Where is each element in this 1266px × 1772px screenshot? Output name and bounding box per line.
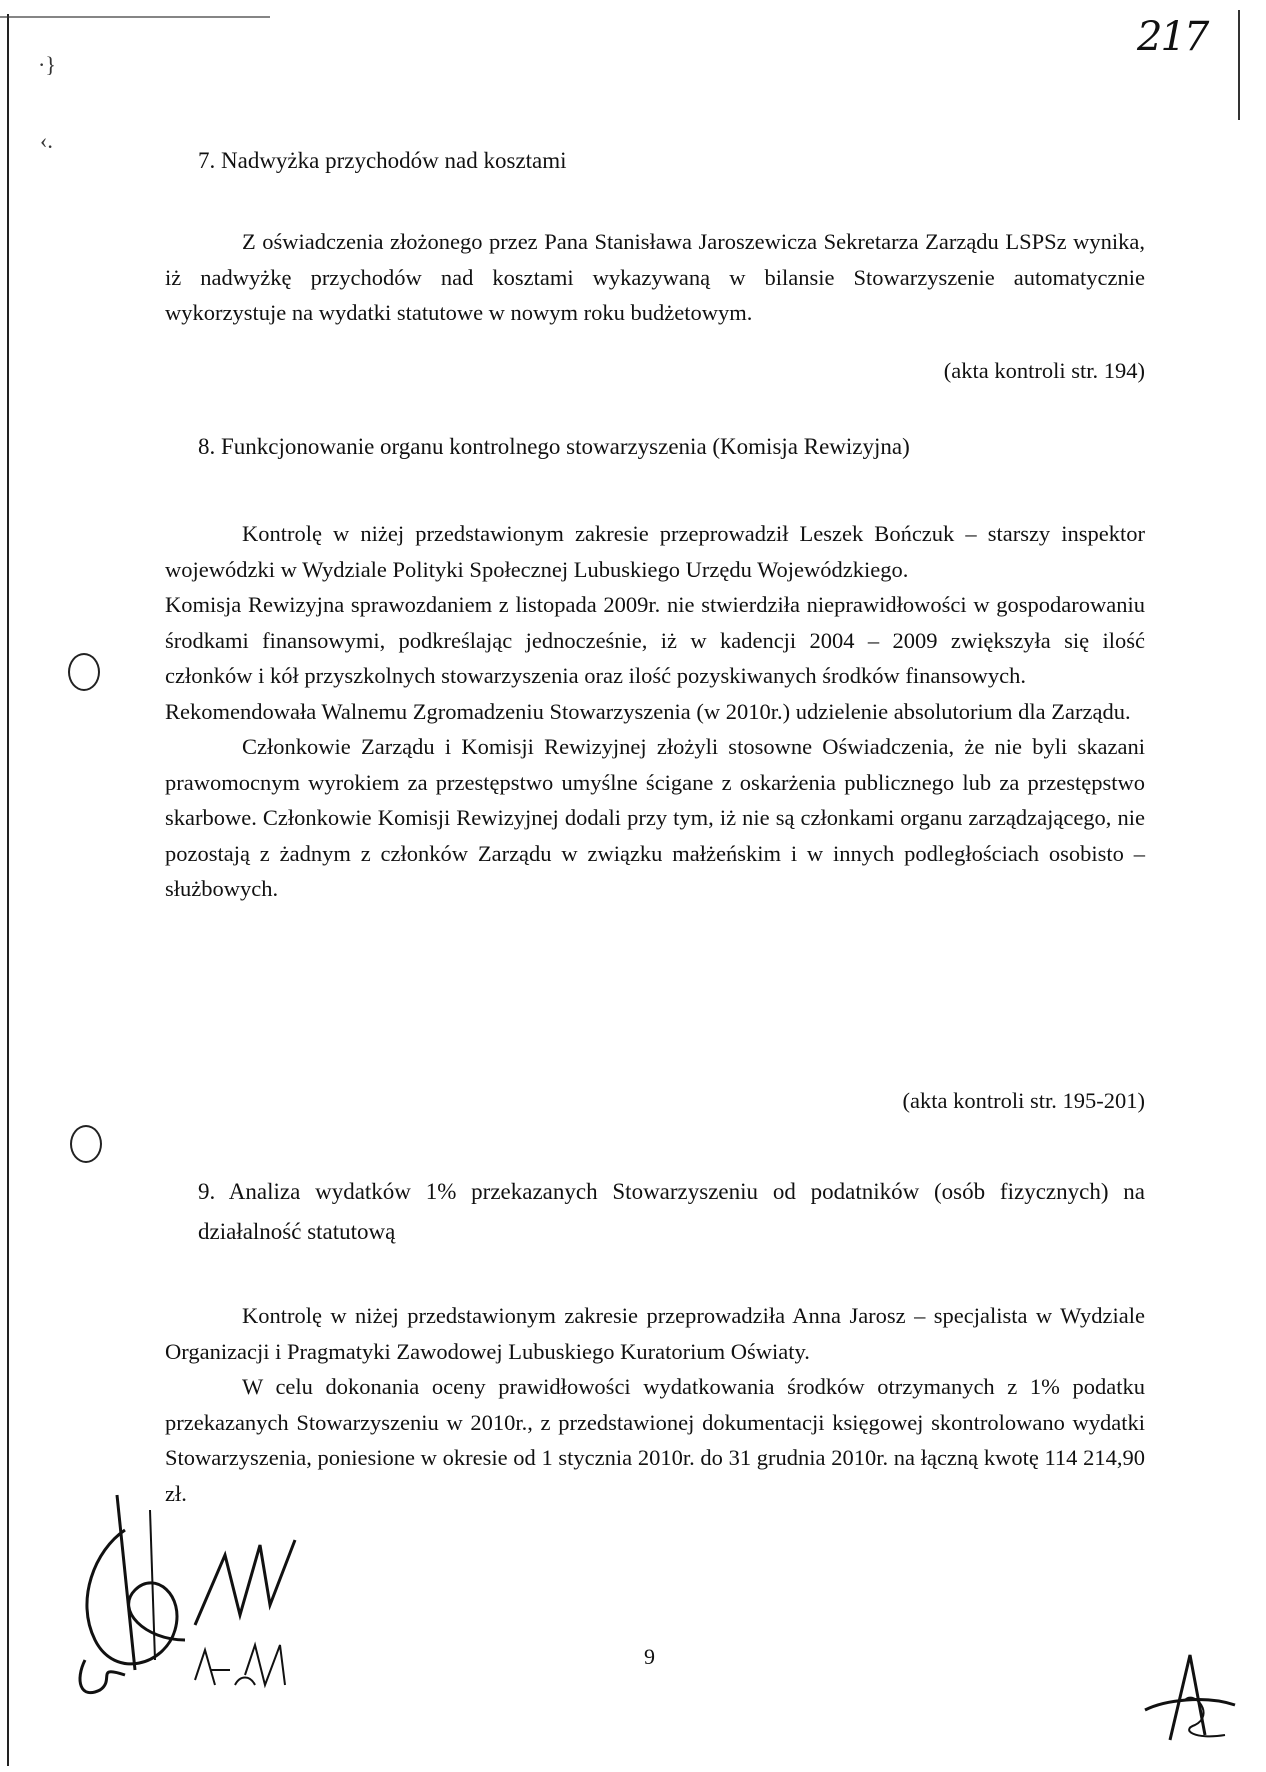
scan-speck: ·} [38, 52, 56, 77]
scan-speck: ‹. [40, 128, 53, 153]
section-8-body [165, 516, 1145, 907]
paragraph: Komisja Rewizyjna sprawozdaniem z listopada 2009r. nie stwierdziła nieprawidłowości w gospodarowaniu środkami finansowymi, podkreślając jednocześnie, iż w kadencji 2004 – 2009 zwiększyła się ilość członków i kół przyszkolnych stowarzyszenia oraz ilość pozyskiwanych środków finansowych. [165, 592, 1145, 688]
section-9-body [165, 1298, 1145, 1511]
section-heading-9: 9. Analiza wydatków 1% przekazanych Stowarzyszeniu od podatników (osób fizycznych) na działalność statutową [198, 1179, 1145, 1244]
handwritten-initials [185, 1535, 315, 1715]
footer-page-number: 9 [644, 1644, 655, 1669]
page-border-left [7, 14, 9, 1766]
paragraph: Kontrolę w niżej przedstawionym zakresie przeprowadził Leszek Bończuk – starszy inspektor wojewódzki w Wydziale Polityki Społecznej Lubuskiego Urzędu Wojewódzkiego. [165, 521, 1145, 582]
paragraph: Z oświadczenia złożonego przez Pana Stanisława Jaroszewicza Sekretarza Zarządu LSPSz wynika, iż nadwyżkę przychodów nad kosztami wykazywaną w bilansie Stowarzyszenie automatycznie wykorzystuje na wydatki statutowe w nowym roku budżetowym. [165, 229, 1145, 325]
reference-note: (akta kontroli str. 195-201) [902, 1088, 1145, 1113]
paragraph: Członkowie Zarządu i Komisji Rewizyjnej złożyli stosowne Oświadczenia, że nie byli skazani prawomocnym wyrokiem za przestępstwo umyślne ścigane z oskarżenia publicznego lub za przestępstwo skarbowe. Członkowie Komisji Rewizyjnej dodali przy tym, iż nie są członkami organu zarządzającego, nie pozostają z żadnym z członków Zarządu w związku małżeńskim i w innych podległościach osobisto – służbowych. [165, 734, 1145, 901]
reference-note: (akta kontroli str. 194) [943, 358, 1145, 383]
paragraph: W celu dokonania oceny prawidłowości wydatkowania środków otrzymanych z 1% podatku przekazanych Stowarzyszeniu w 2010r., z przedstawionej dokumentacji księgowej skontrolowano wydatki Stowarzyszenia, poniesione w okresie od 1 stycznia 2010r. do 31 grudnia 2010r. na łączną kwotę 114 214,90 zł. [165, 1374, 1145, 1506]
punch-hole [68, 653, 100, 691]
page-border-top [0, 16, 270, 18]
section-7-paragraph [165, 224, 1145, 331]
handwritten-page-number: 217 [1137, 14, 1208, 60]
section-heading-7: 7. Nadwyżka przychodów nad kosztami [198, 148, 567, 173]
handwritten-initials-right [1135, 1640, 1245, 1750]
punch-hole [70, 1125, 102, 1163]
page-border-right [1238, 10, 1240, 120]
paragraph: Rekomendowała Walnemu Zgromadzeniu Stowarzyszenia (w 2010r.) udzielenie absolutorium dla Zarządu. [165, 698, 1131, 724]
section-heading-8: 8. Funkcjonowanie organu kontrolnego stowarzyszenia (Komisja Rewizyjna) [198, 434, 910, 459]
paragraph: Kontrolę w niżej przedstawionym zakresie przeprowadziła Anna Jarosz – specjalista w Wydziale Organizacji i Pragmatyki Zawodowej Lubuskiego Kuratorium Oświaty. [165, 1303, 1145, 1364]
